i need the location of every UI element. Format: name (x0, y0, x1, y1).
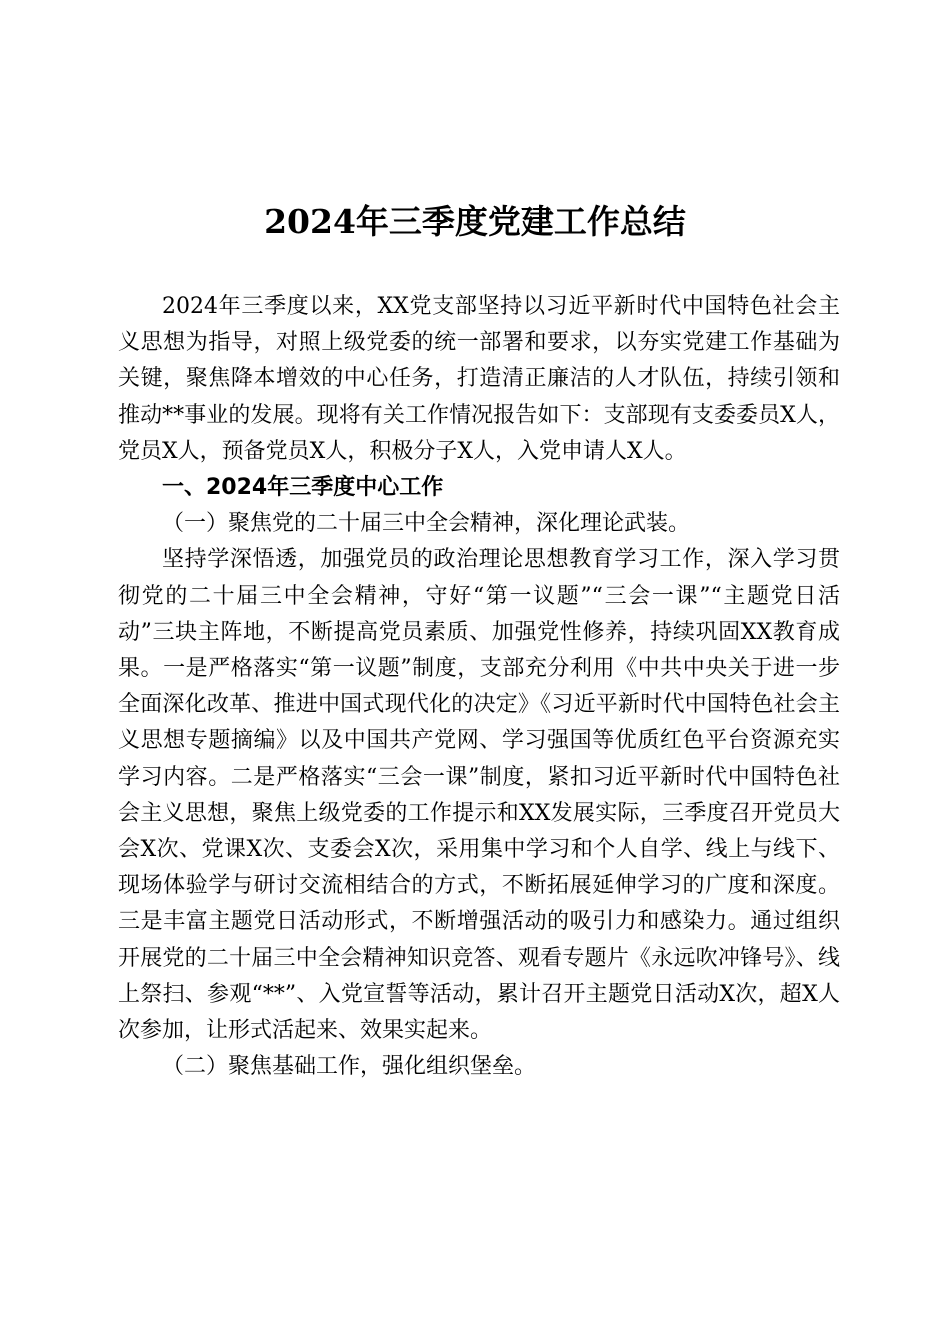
document-body (118, 289, 840, 1085)
subsection-heading-2: （二）聚焦基础工作，强化组织堡垒。 (162, 1054, 537, 1080)
section-heading-1: 一、2024年三季度中心工作 (162, 475, 444, 501)
subsection-heading-1: （一）聚焦党的二十届三中全会精神，深化理论武装。 (162, 511, 691, 537)
subsection-1-paragraph: 坚持学深悟透，加强党员的政治理论思想教育学习工作，深入学习贯彻党的二十届三中全会精神，守好“第一议题”“三会一课”“主题党日活动”三块主阵地，不断提高党员素质、加强党性修养，持续巩固XX教育成果。一是严格落实“第一议题”制度，支部充分利用《中共中央关于进一步全面深化改革、推进中国式现代化的决定》《习近平新时代中国特色社会主义思想专题摘编》以及中国共产党网、学习强国等优质红色平台资源充实学习内容。二是严格落实“三会一课”制度，紧扣习近平新时代中国特色社会主义思想，聚焦上级党委的工作提示和XX发展实际，三季度召开党员大会X次、党课X次、支委会X次，采用集中学习和个人自学、线上与线下、现场体验学与研讨交流相结合的方式，不断拓展延伸学习的广度和深度。三是丰富主题党日活动形式，不断增强活动的吸引力和感染力。通过组织开展党的二十届三中全会精神知识竞答、观看专题片《永远吹冲锋号》、线上祭扫、参观“**”、入党宣誓等活动，累计召开主题党日活动X次，超X人次参加，让形式活起来、效果实起来。 (118, 547, 840, 1044)
intro-paragraph: 2024年三季度以来，XX党支部坚持以习近平新时代中国特色社会主义思想为指导，对照上级党委的统一部署和要求，以夯实党建工作基础为关键，聚焦降本增效的中心任务，打造清正廉洁的人才队伍，持续引领和推动**事业的发展。现将有关工作情况报告如下：支部现有支委委员X人，党员X人，预备党员X人，积极分子X人，入党申请人X人。 (118, 294, 840, 464)
document-title: 2024年三季度党建工作总结 (264, 202, 686, 241)
